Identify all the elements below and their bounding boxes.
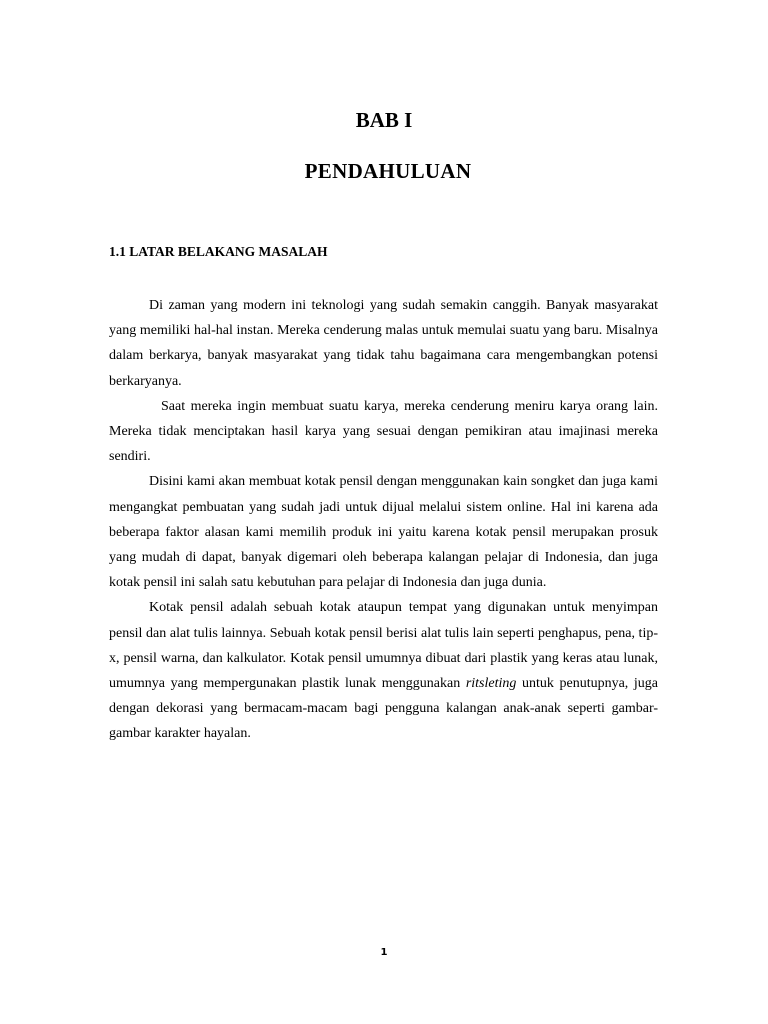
paragraph: Disini kami akan membuat kotak pensil dengan menggunakan kain songket dan juga kami mengangkat pembuatan yang sudah jadi untuk dijual melalui sistem online. Hal ini karena ada beberapa faktor alasan kami memilih produk ini yaitu karena kotak pensil merupakan prosuk yang mudah di dapat, banyak digemari oleh beberapa kalangan pelajar di Indonesia, dan juga kotak pensil ini salah satu kebutuhan para pelajar di Indonesia dan juga dunia.: [109, 474, 658, 591]
paragraph: Saat mereka ingin membuat suatu karya, mereka cenderung meniru karya orang lain. Mereka tidak menciptakan hasil karya yang sesuai dengan pemikiran atau imajinasi mereka sendiri.: [109, 398, 658, 465]
paragraph: Di zaman yang modern ini teknologi yang sudah semakin canggih. Banyak masyarakat yang memiliki hal-hal instan. Mereka cenderung malas untuk memulai suatu yang baru. Misalnya dalam berkarya, banyak masyarakat yang tidak tahu bagaimana cara mengembangkan potensi berkaryanya.: [109, 298, 658, 389]
paragraph: [109, 595, 658, 746]
paragraph-text: untuk penutupnya, juga dengan dekorasi yang bermacam-macam bagi pengguna kalangan anak-anak seperti gambar-gambar karakter hayalan.: [109, 676, 659, 742]
paragraph-text: Kotak pensil adalah sebuah kotak ataupun tempat yang digunakan untuk menyimpan pensil dan alat tulis lainnya. Sebuah kotak pensil berisi alat tulis lain seperti penghapus, pena, tip-x, pensil warna, dan kalkulator. Kotak pensil umumnya dibuat dari plastik yang keras atau lunak, umumnya yang mempergunakan plastik lunak menggunakan: [109, 600, 658, 692]
chapter-title: PENDAHULUAN: [304, 159, 472, 183]
page-number: 1: [380, 947, 388, 958]
section-heading: 1.1 LATAR BELAKANG MASALAH: [109, 244, 328, 259]
italic-term: ritsleting: [465, 676, 517, 692]
body-text: [109, 293, 658, 747]
chapter-number: BAB I: [355, 108, 413, 132]
